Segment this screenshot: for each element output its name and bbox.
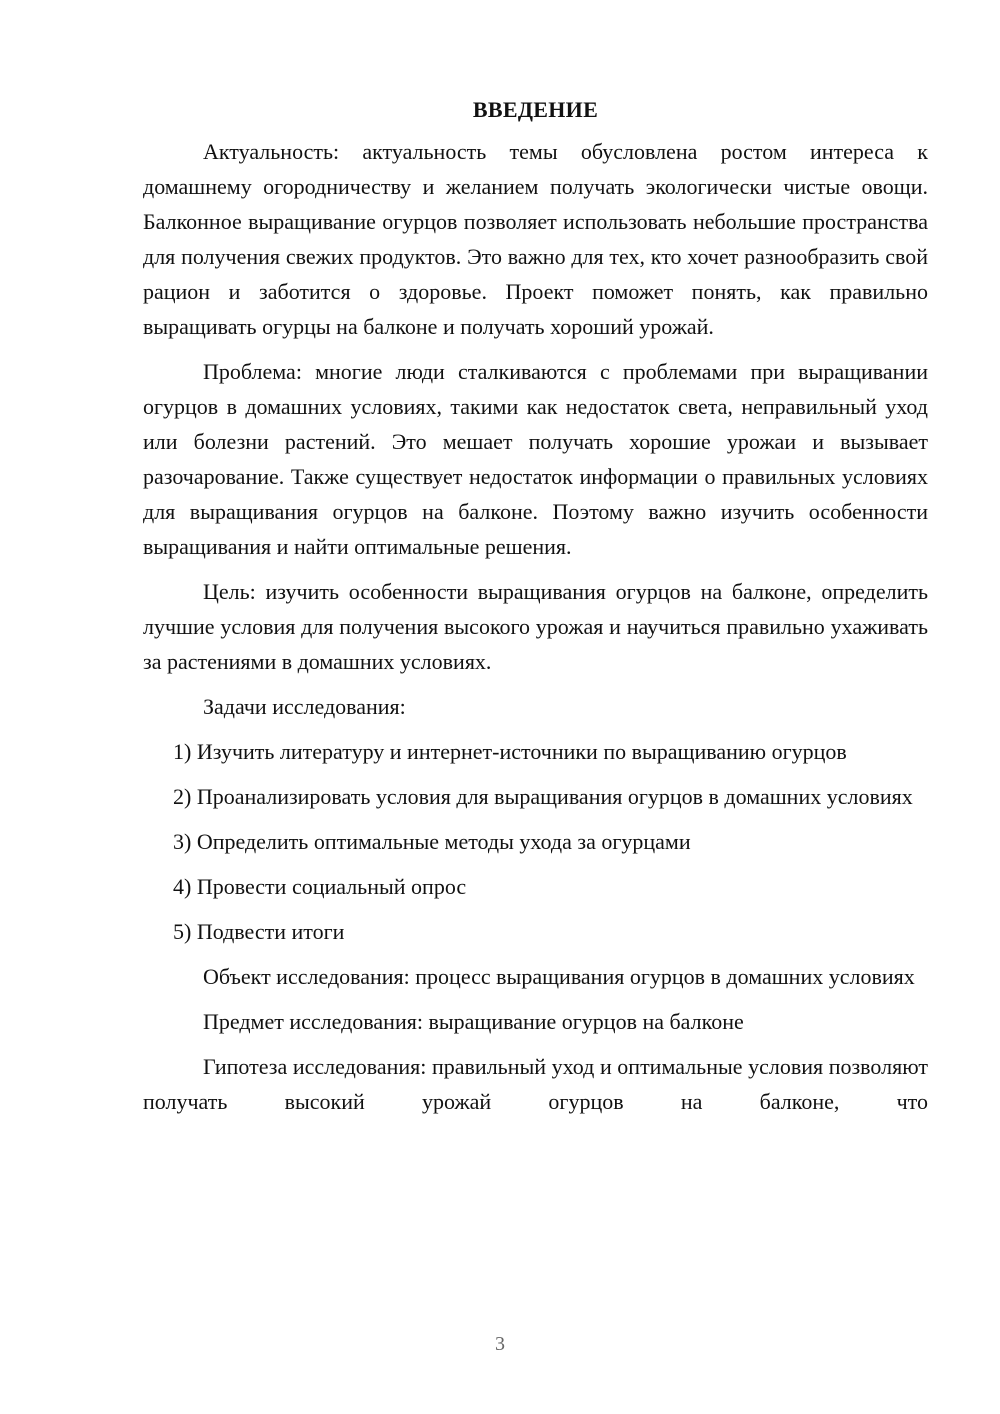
task-item-5: 5) Подвести итоги xyxy=(173,919,345,944)
task-item-1: 1) Изучить литературу и интернет-источники по выращиванию огурцов xyxy=(173,739,847,764)
task-item-4: 4) Провести социальный опрос xyxy=(173,874,467,899)
task-item-2: 2) Проанализировать условия для выращивания огурцов в домашних условиях xyxy=(173,784,913,809)
tasks-label: Задачи исследования: xyxy=(203,694,406,719)
task-item-3: 3) Определить оптимальные методы ухода за огурцами xyxy=(173,829,691,854)
paragraph-subject: Предмет исследования: выращивание огурцов на балконе xyxy=(203,1009,744,1034)
paragraph-object: Объект исследования: процесс выращивания огурцов в домашних условиях xyxy=(203,964,915,989)
document-page xyxy=(143,94,928,1119)
paragraph-hypothesis: Гипотеза исследования: правильный уход и оптимальные условия позволяют получать высокий урожай огурцов на балконе, что xyxy=(143,1054,928,1114)
paragraph-problem: Проблема: многие люди сталкиваются с проблемами при выращивании огурцов в домашних условиях, такими как недостаток света, неправильный уход или болезни растений. Это мешает получать хорошие урожаи и вызывает разочарование. Также существует недостаток информации о правильных условиях для выращивания огурцов на балконе. Поэтому важно изучить особенности выращивания и найти оптимальные решения. xyxy=(143,359,928,559)
section-heading: ВВЕДЕНИЕ xyxy=(472,97,599,122)
paragraph-relevance: Актуальность: актуальность темы обусловлена ростом интереса к домашнему огородничеству и желанием получать экологически чистые овощи. Балконное выращивание огурцов позволяет использовать небольшие пространства для получения свежих продуктов. Это важно для тех, кто хочет разнообразить свой рацион и заботится о здоровье. Проект поможет понять, как правильно выращивать огурцы на балконе и получать хороший урожай. xyxy=(143,139,928,339)
paragraph-goal: Цель: изучить особенности выращивания огурцов на балконе, определить лучшие условия для получения высокого урожая и научиться правильно ухаживать за растениями в домашних условиях. xyxy=(143,579,928,674)
page-number: 3 xyxy=(495,1333,505,1355)
